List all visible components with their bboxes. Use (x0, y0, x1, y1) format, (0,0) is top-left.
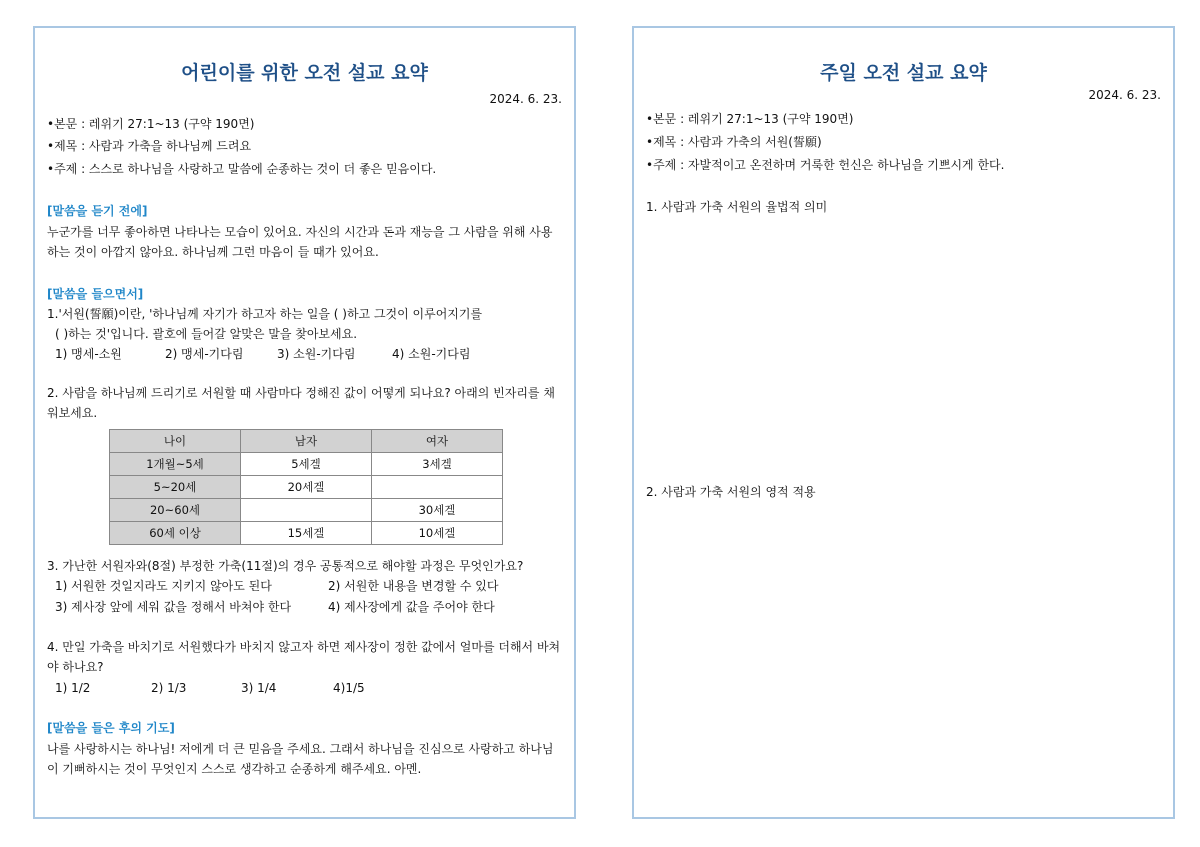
sermon-title-line: •제목 : 사람과 가축의 서원(誓願) (646, 135, 822, 149)
table-cell: 15세겔 (241, 522, 372, 545)
before-text: 누군가를 너무 좋아하면 나타나는 모습이 있어요. 자신의 시간과 돈과 재능을 그 사람을 위해 사용하는 것이 아깝지 않아요. 하나님께 그런 마음이 들 때가 있어요. (47, 225, 553, 259)
table-header-cell: 나이 (110, 430, 241, 453)
table-cell-age: 20~60세 (110, 499, 241, 522)
table-cell-age: 1개월~5세 (110, 453, 241, 476)
table-cell (241, 499, 372, 522)
before-heading: [말씀을 듣기 전에] (47, 204, 148, 218)
q4-option: 1) 1/2 (55, 681, 91, 695)
theme-line: •주제 : 자발적이고 온전하며 거룩한 헌신은 하나님을 기쁘시게 한다. (646, 158, 1005, 172)
table-cell: 20세겔 (241, 476, 372, 499)
table-cell-age: 60세 이상 (110, 522, 241, 545)
table-row (110, 476, 503, 499)
q3-option: 4) 제사장에게 값을 주어야 한다 (328, 600, 495, 614)
table-cell: 3세겔 (372, 453, 503, 476)
q1-line2: ( )하는 것'입니다. 괄호에 들어갈 알맞은 말을 찾아보세요. (55, 327, 358, 341)
q3-text: 3. 가난한 서원자와(8절) 부정한 가축(11절)의 경우 공통적으로 해야할 과정은 무엇인가요? (47, 559, 524, 573)
after-heading: [말씀을 들은 후의 기도] (47, 721, 175, 735)
table-header-cell: 여자 (372, 430, 503, 453)
table-cell: 30세겔 (372, 499, 503, 522)
during-heading: [말씀을 들으면서] (47, 287, 144, 301)
table-cell: 10세겔 (372, 522, 503, 545)
sermon-date: 2024. 6. 23. (1088, 88, 1161, 102)
table-row (110, 522, 503, 545)
scripture-line: •본문 : 레위기 27:1~13 (구약 190면) (646, 112, 854, 126)
prayer-text: 나를 사랑하시는 하나님! 저에게 더 큰 믿음을 주세요. 그래서 하나님을 진심으로 사랑하고 하나님이 기뻐하시는 것이 무엇인지 스스로 생각하고 순종하게 해주세요. 아멘. (47, 742, 554, 776)
sermon-title-line: •제목 : 사람과 가축을 하나님께 드려요 (47, 139, 252, 153)
q4-option: 3) 1/4 (241, 681, 277, 695)
section-1-heading: 1. 사람과 가축 서원의 율법적 의미 (646, 200, 828, 214)
q1-option: 4) 소원-기다림 (392, 347, 471, 361)
q3-option: 3) 제사장 앞에 세워 값을 정해서 바쳐야 한다 (55, 600, 292, 614)
q3-option: 2) 서원한 내용을 변경할 수 있다 (328, 579, 499, 593)
q4-text: 4. 만일 가축을 바치기로 서원했다가 바치지 않고자 하면 제사장이 정한 값에서 얼마를 더해서 바쳐야 하나요? (47, 640, 561, 674)
table-cell: 5세겔 (241, 453, 372, 476)
table-row (110, 453, 503, 476)
table-row (110, 499, 503, 522)
main-sermon-page (632, 26, 1175, 819)
q1-line1: 1.'서원(誓願)이란, '하나님께 자기가 하고자 하는 일을 ( )하고 그것이 이루어지기를 (47, 307, 483, 321)
q1-option: 3) 소원-기다림 (277, 347, 356, 361)
children-sermon-page (33, 26, 576, 819)
sermon-date: 2024. 6. 23. (489, 92, 562, 106)
scripture-line: •본문 : 레위기 27:1~13 (구약 190면) (47, 117, 255, 131)
section-2-heading: 2. 사람과 가축 서원의 영적 적용 (646, 485, 816, 499)
q1-option: 2) 맹세-기다림 (165, 347, 244, 361)
table-header-cell: 남자 (241, 430, 372, 453)
table-header-row (110, 430, 503, 453)
q4-option: 4)1/5 (333, 681, 365, 695)
table-cell-age: 5~20세 (110, 476, 241, 499)
q1-option: 1) 맹세-소원 (55, 347, 122, 361)
theme-line: •주제 : 스스로 하나님을 사랑하고 말씀에 순종하는 것이 더 좋은 믿음이다. (47, 162, 437, 176)
page-title: 주일 오전 설교 요약 (820, 62, 987, 84)
offering-value-table (109, 429, 503, 545)
page-title: 어린이를 위한 오전 설교 요약 (181, 62, 428, 84)
q3-option: 1) 서원한 것일지라도 지키지 않아도 된다 (55, 579, 272, 593)
table-cell (372, 476, 503, 499)
q2-text: 2. 사람을 하나님께 드리기로 서원할 때 사람마다 정해진 값이 어떻게 되나요? 아래의 빈자리를 채워보세요. (47, 386, 555, 420)
q4-option: 2) 1/3 (151, 681, 187, 695)
